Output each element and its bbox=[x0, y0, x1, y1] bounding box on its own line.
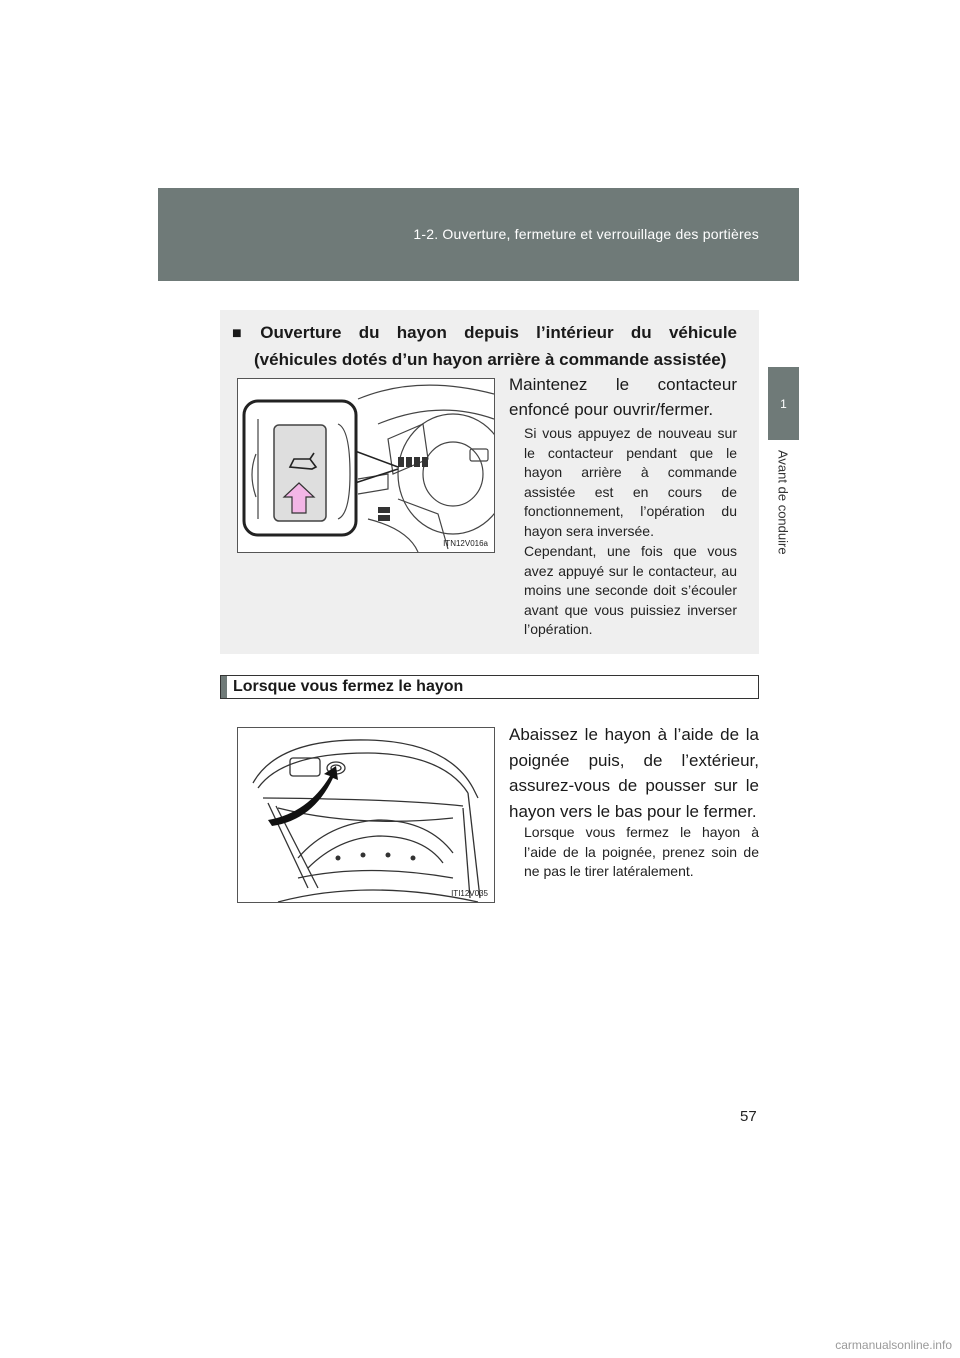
figure-code: ITN12V016a bbox=[443, 539, 488, 548]
switch-figure bbox=[237, 378, 495, 553]
box-heading bbox=[232, 320, 737, 373]
box-main-text: Maintenez le contacteur enfoncé pour ouvrir/fermer. bbox=[509, 375, 737, 419]
section-header-title: 1-2. Ouverture, fermeture et verrouillage des portières bbox=[413, 226, 759, 242]
chapter-number: 1 bbox=[780, 396, 787, 411]
chapter-label: Avant de conduire bbox=[775, 450, 791, 555]
tailgate-illustration bbox=[238, 728, 494, 902]
box-heading-line2: (véhicules dotés d’un hayon arrière à commande assistée) bbox=[254, 350, 727, 369]
section-title: Lorsque vous fermez le hayon bbox=[233, 678, 464, 695]
page-number: 57 bbox=[740, 1108, 757, 1125]
dashboard-switch-illustration bbox=[238, 379, 494, 552]
info-box bbox=[220, 310, 759, 654]
section-main-text: Abaissez le hayon à l’aide de la poignée puis, de l’extérieur, assurez-vous de pousser sur le hayon vers le bas pour le fermer. bbox=[509, 725, 759, 821]
watermark: carmanualsonline.info bbox=[835, 1338, 952, 1352]
box-note-2: Cependant, une fois que vous avez appuyé sur le contacteur, au moins une seconde doit s’écouler avant que vous puissiez inverser l’opération. bbox=[524, 543, 737, 637]
header-band bbox=[158, 188, 799, 281]
box-heading-line1: Ouverture du hayon depuis l’intérieur du véhicule bbox=[260, 323, 737, 342]
figure-code: ITI12V035 bbox=[451, 889, 488, 898]
box-note-1: Si vous appuyez de nouveau sur le contacteur pendant que le hayon arrière à commande assistée est en cours de fonctionnement, l’opération du hayon sera inversée. bbox=[524, 425, 737, 539]
square-bullet-icon: ■ bbox=[232, 325, 255, 342]
tailgate-figure bbox=[237, 727, 495, 903]
chapter-tab bbox=[768, 367, 799, 440]
section-title-bar bbox=[220, 675, 759, 699]
section-note: Lorsque vous fermez le hayon à l’aide de la poignée, prenez soin de ne pas le tirer latéralement. bbox=[524, 824, 759, 879]
